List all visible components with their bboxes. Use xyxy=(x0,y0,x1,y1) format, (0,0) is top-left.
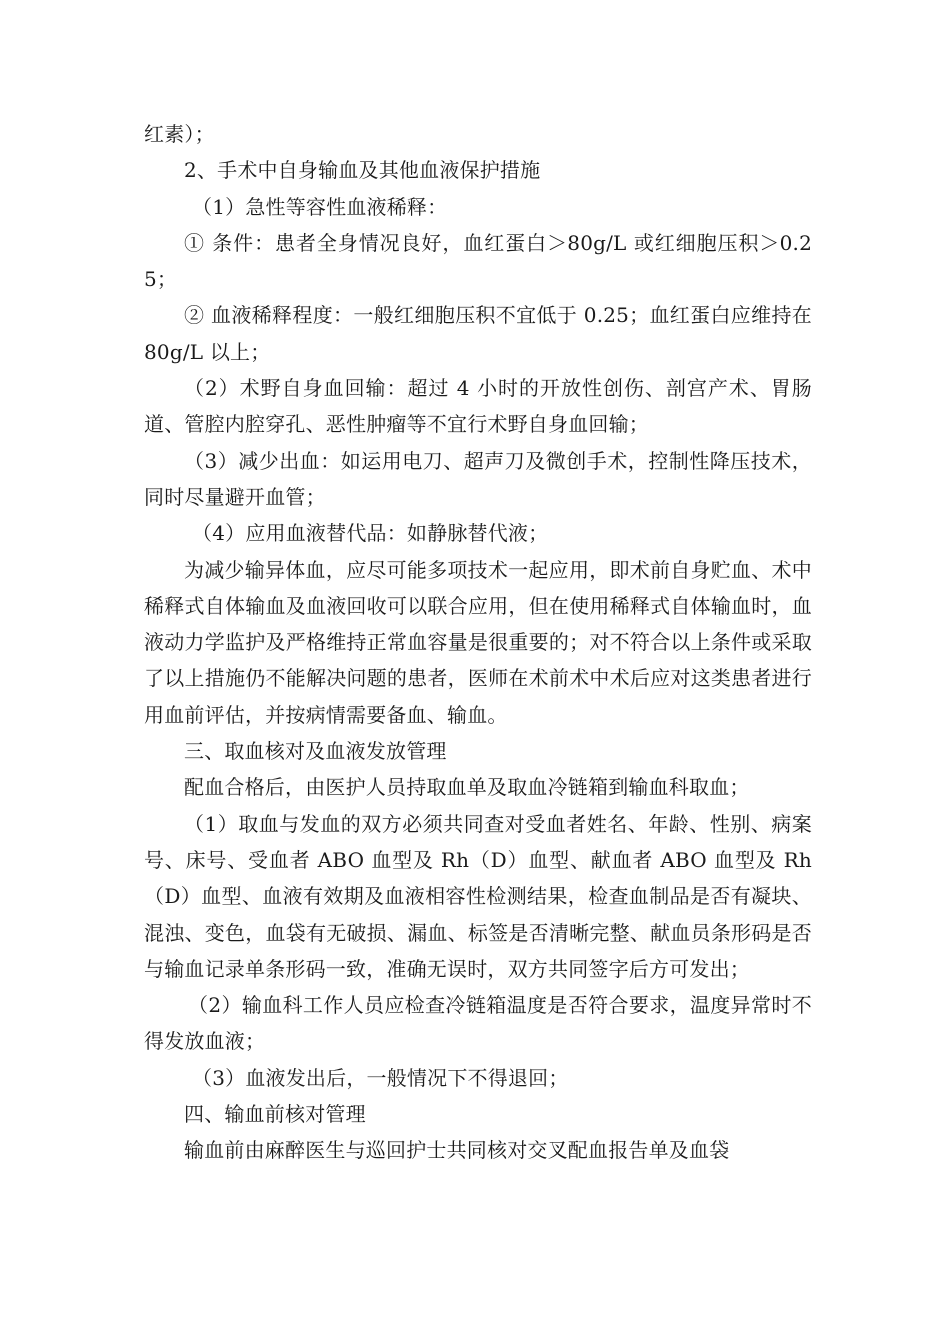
paragraph-pickup: 配血合格后，由医护人员持取血单及取血冷链箱到输血科取血； xyxy=(184,775,750,800)
paragraph-cold-chain: （2）输血科工作人员应检查冷链箱温度是否符合要求，温度异常时不得发放血液； xyxy=(144,993,812,1054)
paragraph-pre-transfusion: 输血前由麻醉医生与巡回护士共同核对交叉配血报告单及血袋 xyxy=(184,1138,730,1163)
paragraph-summary: 为减少输异体血，应尽可能多项技术一起应用，即术前自身贮血、术中稀释式自体输血及血液回收可以联合应用，但在使用稀释式自体输血时，血液动力学监护及严格维持正常血容量是很重要的；对不符合以上条件或采取了以上措施仍不能解决问题的患者，医师在术前术中术后应对这类患者进行用血前评估，并按病情需要备血、输血。 xyxy=(144,557,812,727)
paragraph-blood-substitute: （4）应用血液替代品：如静脉替代液； xyxy=(192,521,549,546)
paragraph-no-return: （3）血液发出后，一般情况下不得退回； xyxy=(192,1065,569,1090)
subsection-heading-1: （1）急性等容性血液稀释： xyxy=(192,194,448,219)
section-heading-3: 三、取血核对及血液发放管理 xyxy=(184,739,447,764)
paragraph-condition: ① 条件：患者全身情况良好，血红蛋白＞80g/L 或红细胞压积＞0.25； xyxy=(144,230,812,292)
paragraph-double-check: （1）取血与发血的双方必须共同查对受血者姓名、年龄、性别、病案号、床号、受血者 ABO 血型及 Rh（D）血型、献血者 ABO 血型及 Rh（D）血型、血液有效期及血液相容性检测结果，检查血制品是否有凝块、混浊、变色，血袋有无破损、漏血、标签是否清晰完整、献血员条形码是否与输血记录单条形码一致，准确无误时，双方共同签字后方可发出； xyxy=(144,811,812,981)
document-body xyxy=(144,116,812,1169)
section-heading-2: 2、手术中自身输血及其他血液保护措施 xyxy=(184,158,541,183)
paragraph-dilution-degree: ② 血液稀释程度：一般红细胞压积不宜低于 0.25；血红蛋白应维持在 80g/L 以上； xyxy=(144,303,812,364)
paragraph-continuation: 红素）； xyxy=(144,122,215,146)
paragraph-reduce-bleeding: （3）减少出血：如运用电刀、超声刀及微创手术，控制性降压技术，同时尽量避开血管； xyxy=(144,448,812,509)
section-heading-4: 四、输血前核对管理 xyxy=(184,1102,366,1127)
paragraph-autotransfusion: （2）术野自身血回输：超过 4 小时的开放性创伤、剖宫产术、胃肠道、管腔内腔穿孔、恶性肿瘤等不宜行术野自身血回输； xyxy=(144,376,812,437)
